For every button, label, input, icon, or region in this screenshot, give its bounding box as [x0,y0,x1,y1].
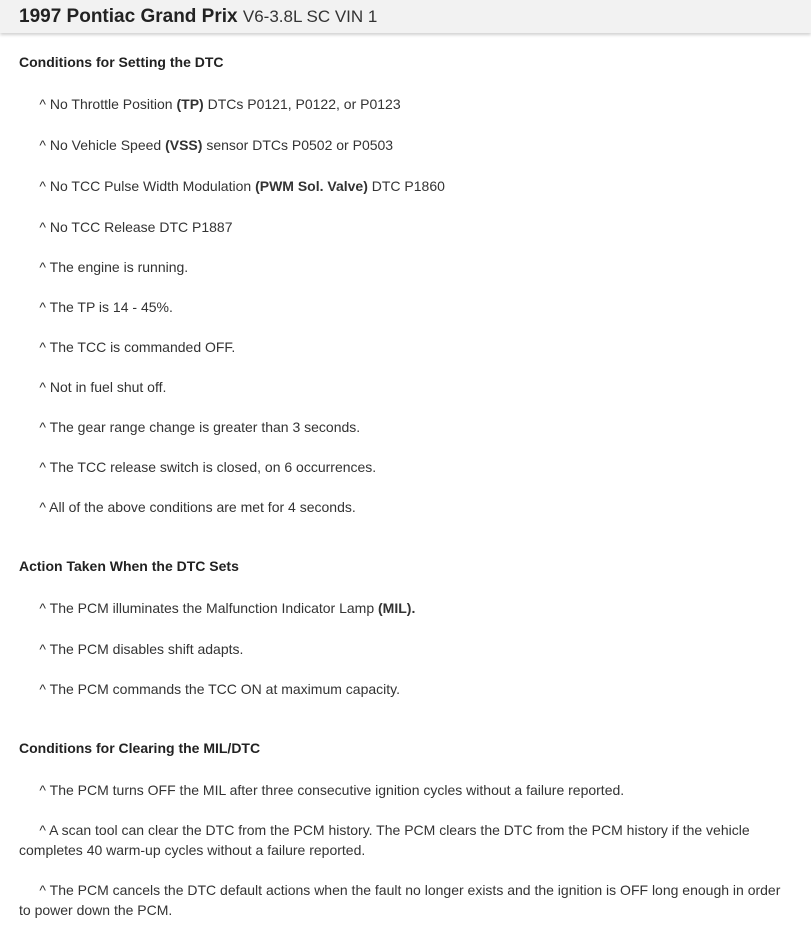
list-item: ^ The PCM illuminates the Malfunction Indicator Lamp (MIL). [39,600,416,616]
list-item: ^ The PCM cancels the DTC default actions when the fault no longer exists and the ignition is OFF long enough in order to power down the PCM. [19,882,781,918]
list-item: ^ No TCC Release DTC P1887 [39,219,233,235]
list-item: ^ No TCC Pulse Width Modulation (PWM Sol. Valve) DTC P1860 [39,178,445,194]
list-item: ^ The PCM commands the TCC ON at maximum capacity. [39,681,400,697]
list-item: ^ The TP is 14 - 45%. [39,299,173,315]
list-item: ^ The PCM turns OFF the MIL after three consecutive ignition cycles without a failure reported. [39,782,625,798]
heading-action-taken: Action Taken When the DTC Sets [19,558,239,574]
page-title [19,6,377,28]
list-item: ^ The engine is running. [39,259,189,275]
page-header [0,0,811,33]
engine-spec: V6-3.8L SC VIN 1 [242,6,378,26]
vehicle-name: 1997 Pontiac Grand Prix [19,5,238,27]
list-item: ^ The TCC release switch is closed, on 6 occurrences. [39,459,377,475]
list-item: ^ No Throttle Position (TP) DTCs P0121, P0122, or P0123 [39,96,401,112]
list-item: ^ Not in fuel shut off. [39,379,167,395]
heading-setting-conditions: Conditions for Setting the DTC [19,54,224,70]
list-item: ^ A scan tool can clear the DTC from the PCM history. The PCM clears the DTC from the PCM history if the vehicle completes 40 warm-up cycles without a failure reported. [19,822,750,858]
list-item: ^ The gear range change is greater than 3 seconds. [39,419,361,435]
list-item: ^ All of the above conditions are met for 4 seconds. [39,499,356,515]
list-item: ^ The TCC is commanded OFF. [39,339,236,355]
list-item: ^ No Vehicle Speed (VSS) sensor DTCs P0502 or P0503 [39,137,394,153]
heading-clearing-conditions: Conditions for Clearing the MIL/DTC [19,740,261,756]
list-item: ^ The PCM disables shift adapts. [39,641,244,657]
